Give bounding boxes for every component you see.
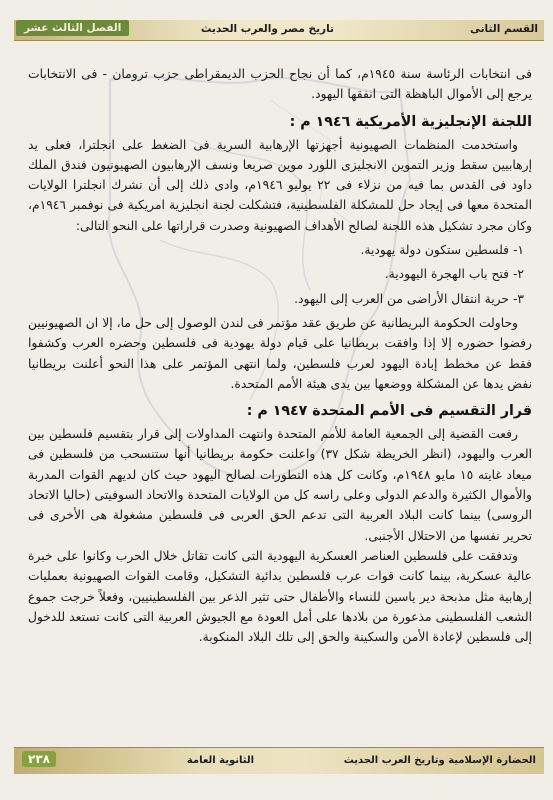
page-footer [14, 747, 544, 775]
part-label: القسم الثانى [469, 23, 538, 35]
paragraph-military: وتدفقت على فلسطين العناصر العسكرية اليهودية التى كانت تقاتل خلال الحرب وكانوا على خبرة عالية عسكرية، بينما كانت قوات عرب فلسطين بدائية التشكيل، وقامت القوات الصهيونية بعمليات إرهابية مثل مذبحة دير ياسين للنساء والأطفال حتى تثير الذعر بين الفلسطينيين، وفعلاً خرجت جموع الشعب الفلسطينى مذعورة من بلادها على أمل العودة مع الجيوش العربية التى كانت تستعد للدخول إلى فلسطين لإعادة الأمن والسكينة والحق إلى تلك البلاد المنكوبة. [28, 548, 532, 645]
list-item: ١- فلسطين ستكون دولة يهودية. [360, 243, 524, 258]
paragraph-committee: واستخدمت المنظمات الصهيونية أجهزتها الإرهابية السرية فى الضغط على انجلترا، فعلى يد إرهابيين سقط وزير التموين الانجليزى اللورد موين صريعا ونسف الإرهابيون الصهيونيون فندق الملك داود فى القدس بما فيه من نزلاء فى ٢٢ يوليو ١٩٤٦م، وادى ذلك إلى أن تشرك انجلترا الولايات المتحدة معها فى إيجاد حل للمشكلة الفلسطينية، فتشكلت لجنة انجليزية امريكية فى نوفمبر ١٩٤٦م، وكان مجرد تشكيل هذه اللجنة لصالح الأهداف الصهيونية وصدرت قراراتها على النحو التالى: [28, 137, 532, 233]
paragraph-intro: فى انتخابات الرئاسة سنة ١٩٤٥م، كما أن نجاح الحزب الديمقراطى حزب ترومان - فى الانتخابات يرجع إلى الأموال الباهظة التى انفقها اليهود. [28, 67, 532, 102]
decisions-list [28, 240, 532, 309]
book-title: الحضارة الإسلامية وتاريخ العرب الحديث [343, 755, 536, 766]
page-number: ٢٣٨ [22, 751, 56, 767]
section-heading-partition: قرار التقسيم فى الأمم المتحدة ١٩٤٧ م : [246, 403, 532, 420]
page-content [28, 64, 532, 647]
list-item: ٢- فتح باب الهجرة اليهودية. [384, 267, 524, 282]
book-section-title: تاريخ مصر والعرب الحديث [200, 23, 334, 35]
paragraph-partition: رفعت القضية إلى الجمعية العامة للأمم المتحدة وانتهت المداولات إلى قرار بتقسيم فلسطين بين العرب واليهود، (انظر الخريطة شكل ٣٧) واعلنت حكومة بريطانيا أنها ستنسحب من فلسطين فى ميعاد غايته ١٥ مايو ١٩٤٨م، وكانت كل هذه التطورات لصالح اليهود حيث كان لديهم القوات المدربة والأموال الكثيرة والدعم الدولى وعلى راسه كل من الولايات المتحدة والاتحاد السوفيتى (حاليا الاتحاد الروسى) بينما كانت البلاد العربية التى تدعم الحق العربى فى فلسطين مشغولة هى الأخرى فى تحرير نفسها من الاحتلال الأجنبى. [28, 427, 533, 543]
section-heading-committee: اللجنة الإنجليزية الأمريكية ١٩٤٦ م : [289, 113, 532, 130]
chapter-label: الفصل الثالث عشر [16, 20, 129, 36]
list-item: ٣- حرية انتقال الأراضى من العرب إلى اليهود. [294, 291, 524, 306]
grade-label: الثانوية العامة [186, 755, 254, 766]
paragraph-conference: وحاولت الحكومة البريطانية عن طريق عقد مؤتمر فى لندن الوصول إلى حل ما، إلا ان الصهيونيين رفضوا حضوره إلا إذا وافقت بريطانيا على قيام دولة يهودية فى فلسطين وحضره العرب وكشفوا فقط عن مخطط إبادة اليهود لعرب فلسطين، ولما انتهى المؤتمر على هذا النحو أعلنت بريطانيا نفض يدها عن المشكلة ووضعها بين يدى هيئة الأمم المتحدة. [28, 315, 532, 391]
page-header [14, 18, 544, 42]
